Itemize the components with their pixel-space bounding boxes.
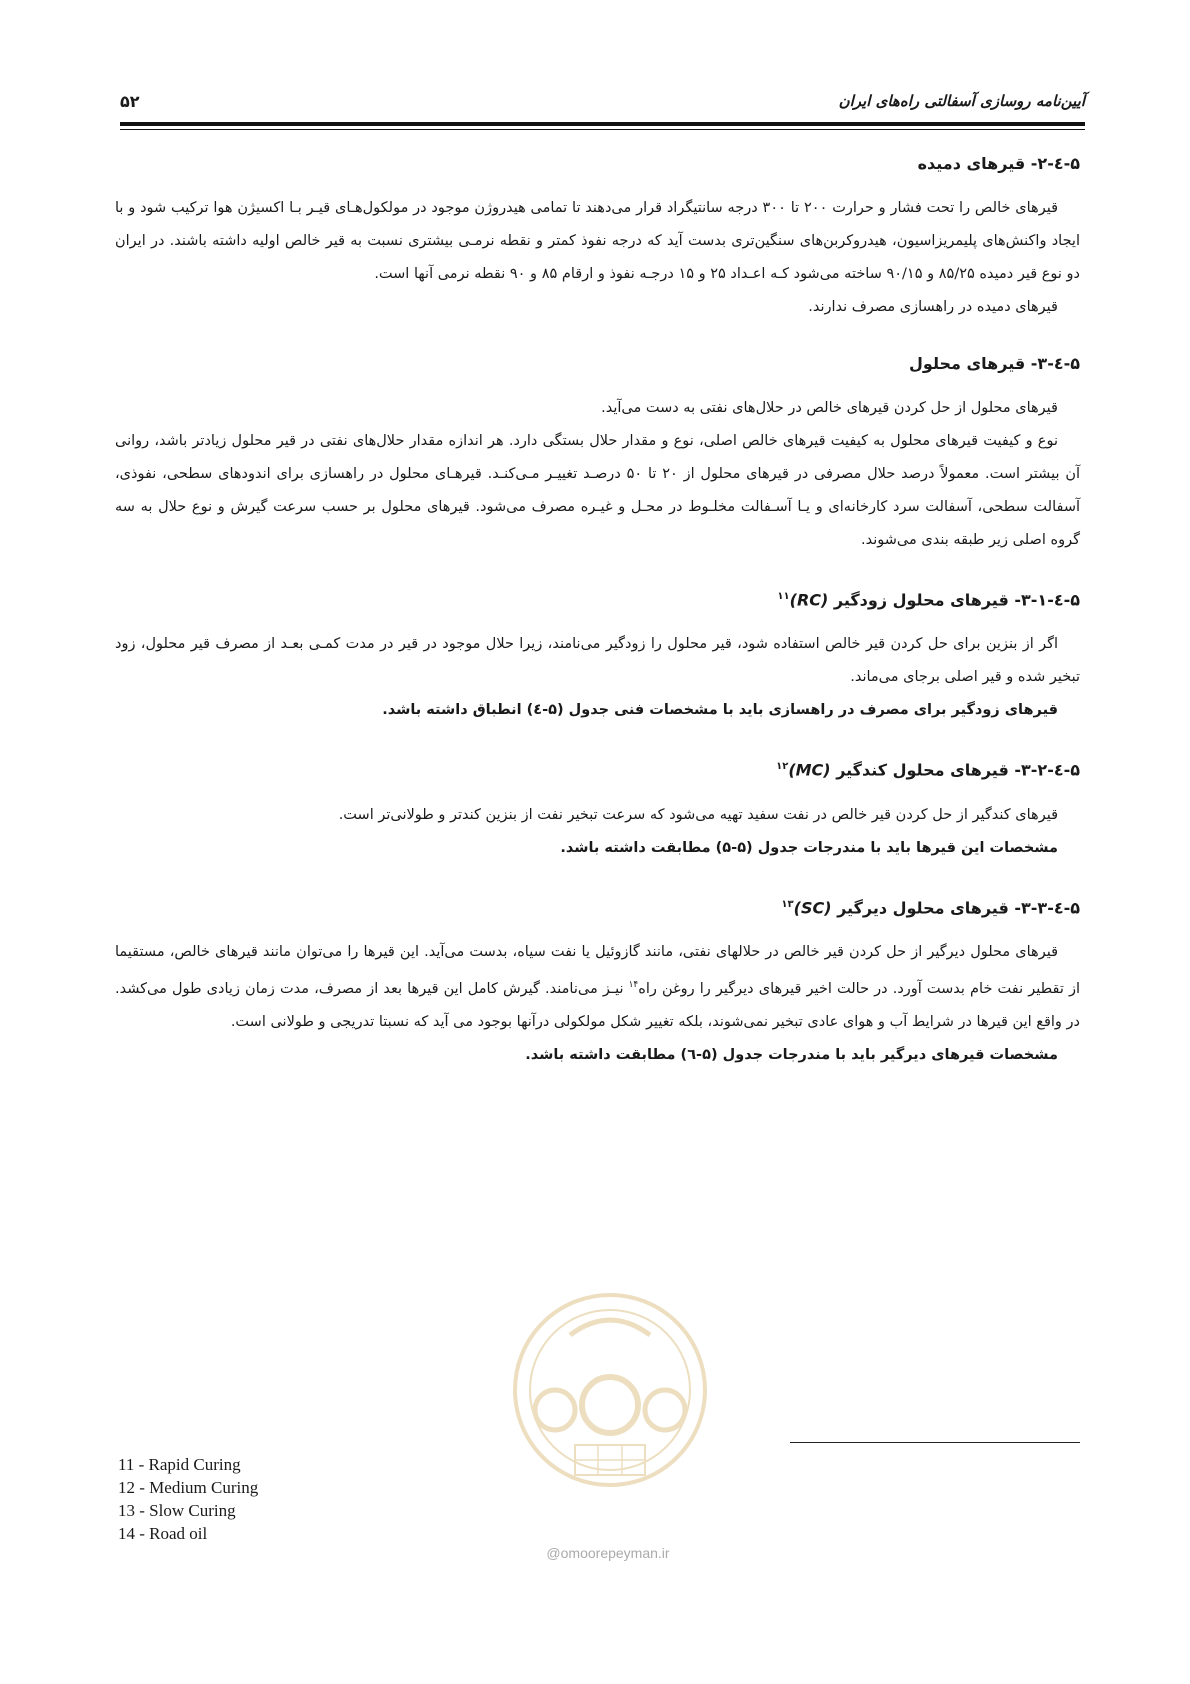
- heading-sc-text: ۵-٤-۳-۳- قیرهای محلول دیرگیر: [837, 897, 1080, 917]
- page-header: [120, 92, 1085, 124]
- paragraph-rc-1: اگر از بنزین برای حل کردن قیر خالص استفاده شود، قیر محلول را زودگیر می‌نامند، زیرا حلال موجود در قیر در مدت کمـی بعـد از مصرف قیر محلول، زود تبخیر شده و قیر اصلی برجای می‌ماند.: [115, 636, 1080, 686]
- paragraph-sc-1b: نیـز می‌نامند. گیرش کامل این قیرها بعد از مصرف، مدت زمان زیادی طول می‌کشد. در واقع این قیرها در شرایط آب و هوای عادی تبخیر نمی‌شوند، بلکه تغییر شکل مولکولی درآنها بوجود می آید که نسبتا تدریجی و طولانی است.: [115, 980, 1080, 1030]
- heading-rapid-curing: [115, 583, 1080, 614]
- footnote-11: 11 - Rapid Curing: [118, 1455, 241, 1474]
- footnotes: [118, 1453, 258, 1545]
- paragraph-sc-1a: قیرهای محلول دیرگیر از حل کردن قیر خالص در حلالهای نفتی، مانند گازوئیل یا نفت سیاه، بدست می‌آید. این قیرها را می‌توان مانند قیرهای خالص، مستقیما از تقطیر نفت خام بدست آورد. در حالت اخیر قیرهای دیرگیر را روغن راه: [115, 943, 1080, 997]
- paragraph-rc-requirement: قیرهای زودگیر برای مصرف در راهسازی باید با مشخصات فنی جدول (۵-٤) انطباق داشته باشد.: [382, 702, 1058, 719]
- heading-slow-curing: [115, 891, 1080, 922]
- paragraph-cutback-1: قیرهای محلول از حل کردن قیرهای خالص در حلال‌های نفتی به دست می‌آید.: [601, 400, 1058, 416]
- footnote-12: 12 - Medium Curing: [118, 1478, 259, 1497]
- paragraph-mc-1: قیرهای کندگیر از حل کردن قیر خالص در نفت سفید تهیه می‌شود که سرعت تبخیر نفت از بنزین کندتر و طولانی‌تر است.: [338, 806, 1058, 823]
- paragraph-sc-requirement: مشخصات قیرهای دیرگیر باید با مندرجات جدول (۵-٦) مطابقت داشته باشد.: [525, 1046, 1058, 1063]
- heading-cutback-bitumen: ۵-٤-۳- قیرهای محلول: [909, 354, 1080, 373]
- paragraph-blown-2: قیرهای دمیده در راهسازی مصرف ندارند.: [808, 299, 1058, 315]
- header-rule-thin: [120, 129, 1085, 130]
- heading-mc-abbr: (MC): [788, 760, 831, 780]
- footnote-ref-12: ۱۲: [776, 761, 789, 773]
- watermark-logo: [485, 1285, 735, 1495]
- heading-medium-curing: [115, 753, 1080, 784]
- body-content: [115, 150, 1080, 1072]
- paragraph-sc-1: [115, 936, 1080, 1039]
- paragraph-blown-1: قیرهای خالص را تحت فشار و حرارت ۲۰۰ تا ۳۰۰ درجه سانتیگراد قرار می‌دهند تا تمامی هیدروژن موجود در مولکول‌هـای قیـر بـا اکسیژن هوا ترکیب شود و با ایجاد واکنش‌های پلیمریزاسیون، هیدروکربن‌های سنگین‌تری بدست آید که درجه نفوذ کمتر و نقطه نرمـی بیشتری نسبت به قیر خالص اولیه داشته باشند. در ایران دو نوع قیر دمیده ۸۵/۲۵ و ۹۰/۱۵ ساخته می‌شود کـه اعـداد ۲۵ و ۱۵ درجـه نفوذ و ارقام ۸۵ و ۹۰ نقطه نرمی آنها است.: [115, 200, 1080, 282]
- heading-blown-bitumen: ۵-٤-۲- قیرهای دمیده: [917, 154, 1080, 173]
- running-title: آیین‌نامه روسازی آسفالتی راه‌های ایران: [838, 92, 1085, 110]
- paragraph-mc-requirement: مشخصات این قیرها باید با مندرجات جدول (۵-۵) مطابقت داشته باشد.: [560, 839, 1058, 856]
- heading-rc-abbr: (RC): [789, 590, 829, 610]
- heading-mc-text: ۵-٤-۳-۲- قیرهای محلول کندگیر: [836, 760, 1080, 780]
- footnote-separator: [790, 1442, 1080, 1443]
- paragraph-cutback-2: نوع و کیفیت قیرهای محلول به کیفیت قیرهای خالص اصلی، نوع و مقدار حلال بستگی دارد. هر اندازه مقدار حلال‌های نفتی در قیر محلول زیادتر باشد، روانی آن بیشتر است. معمولاً درصد حلال مصرفی در قیرهای محلول از ۲۰ تا ۵۰ درصـد تغییـر مـی‌کنـد. قیرهـای محلول در راهسازی برای اندودهای سطحی، نفوذی، آسفالت سطحی، آسفالت سرد کارخانه‌ای و یـا آسـفالت مخلـوط در محـل و غیـره مصرف می‌شود. قیرهای محلول بر حسب سرعت گیرش و نوع حلال به سه گروه اصلی زیر طبقه بندی می‌شوند.: [115, 433, 1081, 548]
- footnote-13: 13 - Slow Curing: [118, 1501, 236, 1520]
- heading-sc-abbr: (SC): [793, 897, 832, 917]
- footnote-ref-11: ۱۱: [777, 591, 790, 602]
- watermark-url: @omoorepeyman.ir: [546, 1545, 670, 1561]
- heading-rc-text: ۵-٤-۳-۱- قیرهای محلول زودگیر: [833, 590, 1080, 610]
- footnote-ref-13: ۱۳: [781, 898, 794, 910]
- page-number: ۵۲: [120, 92, 140, 111]
- footnote-ref-14: ۱۴: [628, 979, 639, 990]
- footnote-14: 14 - Road oil: [118, 1524, 208, 1543]
- header-rule-thick: [120, 122, 1085, 126]
